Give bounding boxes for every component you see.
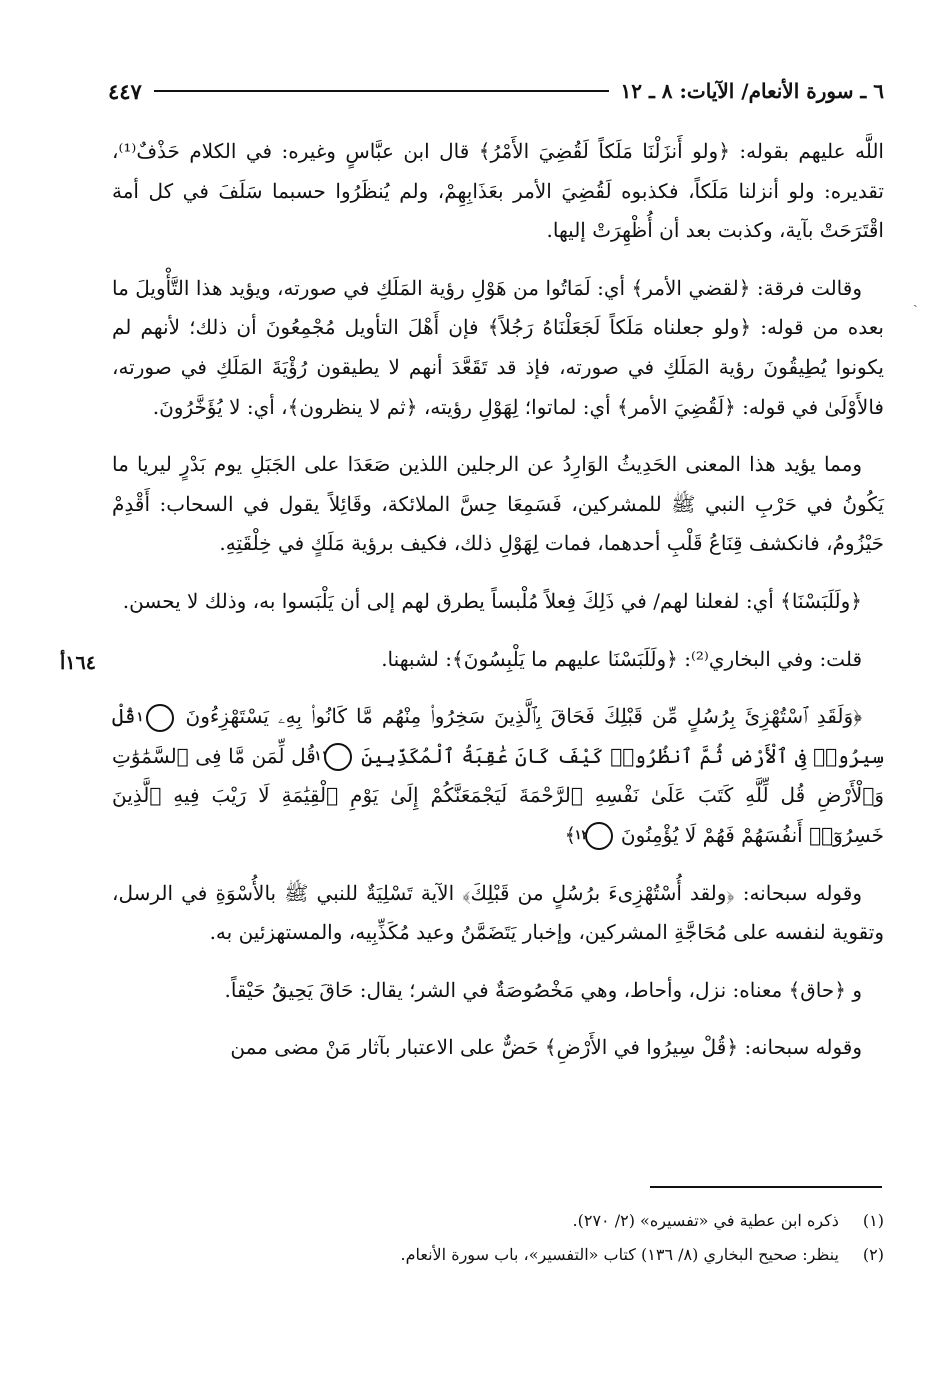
verse-text: قُل لِّمَن مَّا فِى ٱلسَّمَٰوَٰتِ وَٱلْأَرْضِ قُل لِّلَّهِ كَتَبَ عَلَىٰ نَفْسِهِ ٱلرَّحْمَةَ لَيَجْمَعَنَّكُمْ إِلَىٰ يَوْمِ ٱلْقِيَٰمَةِ لَا رَيْبَ فِيهِ ٱلَّذِينَ خَسِرُوٓا۟ أَنفُسَهُمْ فَهُمْ لَا يُؤْمِنُونَ <box>112 743 884 847</box>
ayah-number-marker: ١٢ <box>585 822 613 850</box>
footnote-number: (١) <box>862 1211 884 1230</box>
paragraph: وقالت فرقة: ﴿لقضي الأمر﴾ أي: لَمَاتُوا من هَوْلِ رؤية المَلَكِ في صورته، ويؤيد هذا التَّأْويلَ ما بعده من قوله: ﴿ولو جعلناه مَلَكاً لَجَعَلْنَاهُ رَجُلاً﴾ فإن أَهْلَ التأويل مُجْمِعُونَ أن ذلك؛ لأنهم لم يكونوا يُطِيقُونَ رؤية المَلَكِ في صورته، فإذ قد تَقَعَّدَ أنهم لا يطيقون رُؤْيَةَ المَلَكِ في صورته، فالأَوْلَىٰ في قوله: ﴿لَقُضِيَ الأمر﴾ أي: لماتوا؛ لِهَوْلِ رؤيته، ﴿ثم لا ينظرون﴾، أي: لا يُؤَخَّرُونَ. <box>112 275 884 419</box>
paragraph: ومما يؤيد هذا المعنى الحَدِيثُ الوَارِدُ عن الرجلين اللذين صَعَدَا على الجَبَلِ يوم بَدْرٍ ليريا ما يَكُونُ في حَرْبِ النبي ﷺ للمشركين، فَسَمِعَا حِسَّ الملائكة، وقَائِلاً يقول في السحاب: أَقْدِمْ حَيْزُومُ، فانكشف قِنَاعُ قَلْبِ أحدهما، فمات لِهَوْلِ ذلك، فكيف برؤية مَلَكٍ في خِلْقَتِهِ. <box>112 452 884 556</box>
header-title: ٦ ـ سورة الأنعام/ الآيات: ٨ ـ ١٢ <box>620 79 884 103</box>
page-body <box>112 132 884 1086</box>
manuscript-folio-note: ١٦٤أ <box>60 652 96 674</box>
paragraph: و ﴿حاق﴾ معناه: نزل، وأحاط، وهي مَخْصُوصَةٌ في الشر؛ يقال: حَاقَ يَحِيقُ حَيْقاً. <box>224 977 862 1002</box>
footnote-item <box>112 1206 884 1236</box>
footnote-item <box>112 1240 884 1270</box>
verse-text: قُلْ سِيرُوا۟ فِى ٱلْأَرْضِ ثُمَّ ٱنظُرُوا۟ كَيْفَ كَانَ عَٰقِبَةُ ٱلْمُكَذِّبِينَ <box>112 704 885 768</box>
footnote-number: (٢) <box>862 1245 884 1264</box>
paragraph: وقوله سبحانه: ﴿قُلْ سِيرُوا في الأَرْضِ﴾ حَضٌّ على الاعتبار بآثار مَنْ مضى ممن <box>230 1035 862 1060</box>
paragraph: اللَّه عليهم بقوله: ﴿ولو أَنزَلْنَا مَلَكاً لَقُضِيَ الأَمْرُ﴾ قال ابن عبَّاسٍ وغيره: في الكلام حَذْفٌ⁽¹⁾، تقديره: ولو أنزلنا مَلَكاً، فكذبوه لَقُضِيَ الأمر بعَذَابِهِمْ، ولم يُنظَرُوا حسبما سَلَفَ في كل أمة اقْتَرَحَتْ بآية، وكذبت بعد أن أُظْهِرَتْ إليها. <box>112 139 884 243</box>
paragraph: وقوله سبحانه: ﴿ولقد أُسْتُهْزِىءَ برُسُلٍ من قَبْلِكَ﴾ الآية تَسْلِيَةٌ للنبي ﷺ بالأُسْوَةِ في الرسل، وتقوية لنفسه على مُحَاجَّةِ المشركين، وإخبار يَتَضَمَّنُ وعيد مُكَذِّبِيه، والمستهزئين به. <box>112 880 884 945</box>
footnote-text: ذكره ابن عطية في «تفسيره» (٢/ ٢٧٠). <box>572 1211 839 1230</box>
verse-text: ﴿وَلَقَدِ ٱسْتُهْزِئَ بِرُسُلٍ مِّن قَبْلِكَ فَحَاقَ بِٱلَّذِينَ سَخِرُوا۟ مِنْهُم مَّا كَانُوا۟ بِهِۦ يَسْتَهْزِءُونَ <box>185 704 863 729</box>
footnote-separator <box>650 1186 882 1188</box>
paragraph: ﴿ولَلَبَسْنَا﴾ أي: لفعلنا لهم/ في ذَلِكَ فِعلاً مُلْبساً يطرق لهم إلى أن يَلْبَسوا به، وذلك لا يحسن. <box>122 588 862 613</box>
ayah-number-marker: ١٠ <box>146 704 174 732</box>
running-header <box>108 74 884 108</box>
paragraph: قلت: وفي البخاري⁽²⁾: ﴿ولَلَبَسْنَا عليهم ما يَلْبِسُونَ﴾: لشبهنا. <box>381 646 862 671</box>
header-rule <box>154 90 609 92</box>
footnote-text: ينظر: صحيح البخاري (٨/ ١٣٦) كتاب «التفسير»، باب سورة الأنعام. <box>400 1245 839 1264</box>
page-number: ٤٤٧ <box>108 78 142 104</box>
quran-verses <box>112 697 884 855</box>
footnotes <box>112 1206 884 1274</box>
ayah-number-marker: ١١ <box>324 743 352 771</box>
verse-close-bracket: ﴾ <box>564 822 577 847</box>
edge-mark: ˎ <box>913 292 918 308</box>
